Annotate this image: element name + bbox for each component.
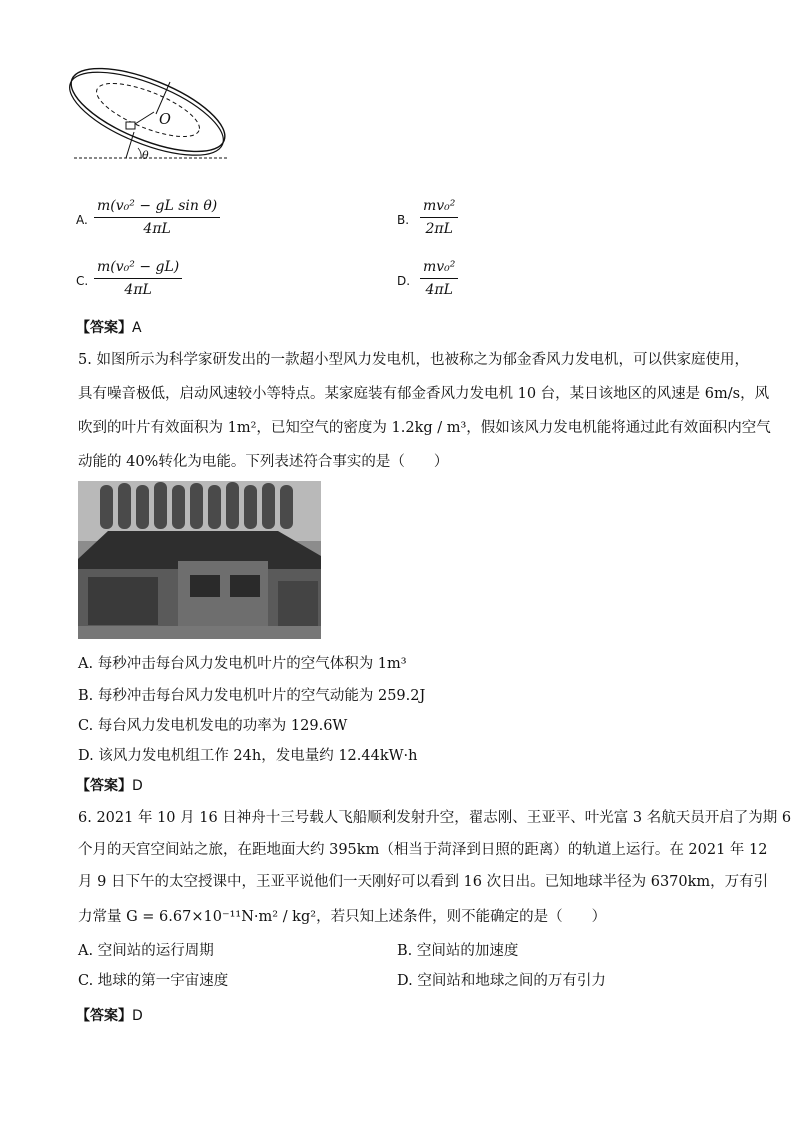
q6-option-b: B. 空间站的加速度 [397, 943, 519, 959]
q6-option-a: A. 空间站的运行周期 [78, 943, 214, 959]
q4-option-a-numerator: m(v₀² − gL sin θ) [94, 198, 220, 218]
q6-stem-line-1: 6. 2021 年 10 月 16 日神舟十三号载人飞船顺利发射升空，翟志刚、王亚平、叶光富 3 名航天员开启了为期 6 [78, 810, 792, 826]
q6-stem-line-4: 力常量 G = 6.67×10⁻¹¹N·m² / kg²，若只知上述条件，则不能确定的是（ ） [78, 909, 607, 925]
q4-option-b-numerator: mv₀² [420, 198, 458, 218]
q5-stem-line-3: 吹到的叶片有效面积为 1m²，已知空气的密度为 1.2kg / m³，假如该风力发电机能将通过此有效面积内空气 [78, 420, 771, 436]
q4-option-d-numerator: mv₀² [420, 259, 458, 279]
q4-option-d-formula [420, 259, 458, 298]
q4-option-a-letter: A. [76, 213, 88, 227]
q5-answer [76, 775, 143, 795]
q4-answer-tag: 【答案】 [76, 320, 132, 336]
q6-option-d: D. 空间站和地球之间的万有引力 [397, 973, 606, 989]
q4-option-a-formula [94, 198, 220, 237]
q5-stem [78, 348, 771, 470]
q6-stem-line-3: 月 9 日下午的太空授课中，王亚平说他们一天刚好可以看到 16 次日出。已知地球半径为 6370km，万有引 [78, 874, 769, 890]
q5-option-d: D. 该风力发电机组工作 24h，发电量约 12.44kW·h [78, 748, 418, 764]
q4-option-c-denominator: 4πL [124, 282, 152, 298]
q4-option-c-formula [94, 259, 182, 298]
q6-stem [78, 806, 792, 926]
q5-option-b: B. 每秒冲击每台风力发电机叶片的空气动能为 259.2J [78, 688, 426, 704]
q5-stem-line-4: 动能的 40%转化为电能。下列表述符合事实的是（ ） [78, 454, 449, 470]
q6-stem-line-2: 个月的天宫空间站之旅，在距地面大约 395km（相当于菏泽到日照的距离）的轨道上运行。在 2021 年 12 [78, 842, 768, 858]
rotating-disc-diagram [68, 62, 238, 172]
q5-options [78, 652, 728, 762]
q5-option-c: C. 每台风力发电机发电的功率为 129.6W [78, 718, 348, 734]
q6-answer [76, 1005, 143, 1025]
q6-answer-value: D [132, 1008, 143, 1024]
q5-answer-value: D [132, 778, 143, 794]
q4-answer [76, 317, 142, 337]
q5-stem-line-2: 具有噪音极低，启动风速较小等特点。某家庭装有郁金香风力发电机 10 台，某日该地区的风速是 6m/s，风 [78, 386, 770, 402]
wind-turbine-photo [78, 481, 321, 639]
q5-answer-tag: 【答案】 [76, 778, 132, 794]
q4-option-d-denominator: 4πL [425, 282, 453, 298]
q4-option-b-denominator: 2πL [425, 221, 453, 237]
q4-option-b-formula [420, 198, 458, 237]
q5-option-a: A. 每秒冲击每台风力发电机叶片的空气体积为 1m³ [78, 656, 407, 672]
q6-answer-tag: 【答案】 [76, 1008, 132, 1024]
q4-option-c-numerator: m(v₀² − gL) [94, 259, 182, 279]
q4-option-a-denominator: 4πL [143, 221, 171, 237]
q4-answer-value: A [132, 320, 142, 336]
q4-option-d-letter: D. [397, 274, 411, 288]
q4-option-b-letter: B. [397, 213, 410, 227]
center-label: O [159, 112, 171, 128]
q5-stem-line-1: 5. 如图所示为科学家研发出的一款超小型风力发电机，也被称之为郁金香风力发电机，可以供家庭使用， [78, 352, 749, 368]
q6-option-c: C. 地球的第一宇宙速度 [78, 973, 229, 989]
q4-option-c-letter: C. [76, 274, 89, 288]
angle-label: θ [142, 149, 149, 162]
